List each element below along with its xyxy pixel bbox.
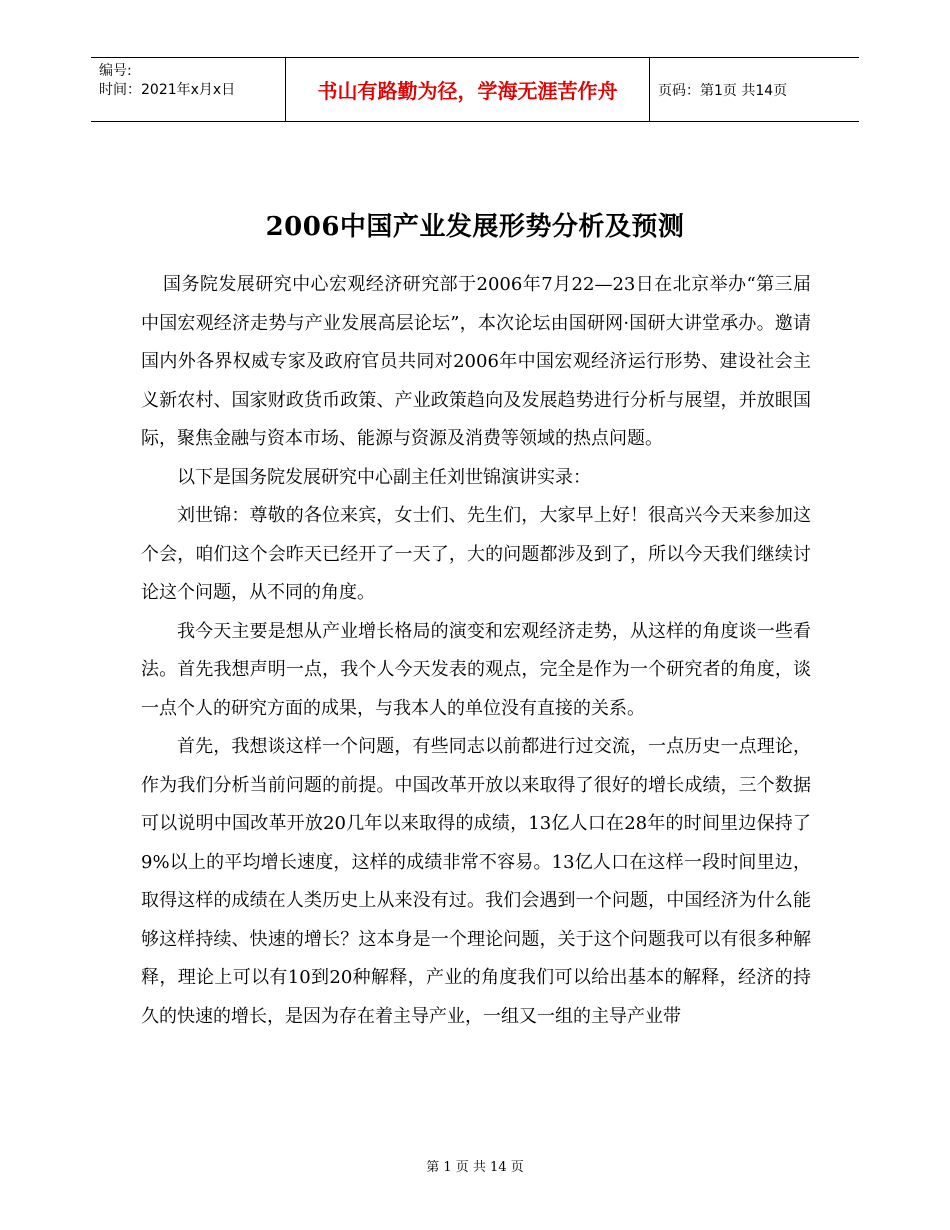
page-footer: 第 1 页 共 14 页 bbox=[426, 1160, 524, 1175]
page-header bbox=[91, 57, 859, 122]
paragraph-history: 首先，我想谈这样一个问题，有些同志以前都进行过交流，一点历史一点理论，作为我们分析当前问题的前提。中国改革开放以来取得了很好的增长成绩，三个数据可以说明中国改革开放20几年以来取得的成绩，13亿人口在28年的时间里边保持了9%以上的平均增长速度，这样的成绩非常不容易。13亿人口在这样一段时间里边，取得这样的成绩在人类历史上从来没有过。我们会遇到一个问题，中国经济为什么能够这样持续、快速的增长？这本身是一个理论问题，关于这个问题我可以有很多种解释，理论上可以有10到20种解释，产业的角度我们可以给出基本的解释，经济的持久的快速的增长，是因为存在着主导产业，一组又一组的主导产业带 bbox=[141, 736, 811, 1027]
paragraph-intro: 国务院发展研究中心宏观经济研究部于2006年7月22—23日在北京举办“第三届中国宏观经济走势与产业发展高层论坛”，本次论坛由国研网·国研大讲堂承办。邀请国内外各界权威专家及政府官员共同对2006年中国宏观经济运行形势、建设社会主义新农村、国家财政货币政策、产业政策趋向及发展趋势进行分析与展望，并放眼国际，聚焦金融与资本市场、能源与资源及消费等领域的热点问题。 bbox=[141, 274, 811, 449]
paragraph-greeting: 刘世锦：尊敬的各位来宾，女士们、先生们，大家早上好！很高兴今天来参加这个会，咱们这个会昨天已经开了一天了，大的问题都涉及到了，所以今天我们继续讨论这个问题，从不同的角度。 bbox=[141, 505, 811, 603]
header-page-info: 页码：第1页 共14页 bbox=[658, 82, 788, 99]
document-body bbox=[141, 266, 811, 1036]
header-meta bbox=[91, 58, 286, 121]
paragraph-speaker-intro: 以下是国务院发展研究中心副主任刘世锦演讲实录： bbox=[177, 466, 591, 488]
document-title: 2006中国产业发展形势分析及预测 bbox=[265, 212, 685, 242]
document-number-label: 编号: bbox=[99, 63, 132, 79]
document-time-label: 时间：2021年x月x日 bbox=[99, 82, 236, 98]
header-motto: 书山有路勤为径，学海无涯苦作舟 bbox=[286, 58, 650, 121]
paragraph-topic: 我今天主要是想从产业增长格局的演变和宏观经济走势，从这样的角度谈一些看法。首先我想声明一点，我个人今天发表的观点，完全是作为一个研究者的角度，谈一点个人的研究方面的成果，与我本人的单位没有直接的关系。 bbox=[141, 620, 811, 719]
